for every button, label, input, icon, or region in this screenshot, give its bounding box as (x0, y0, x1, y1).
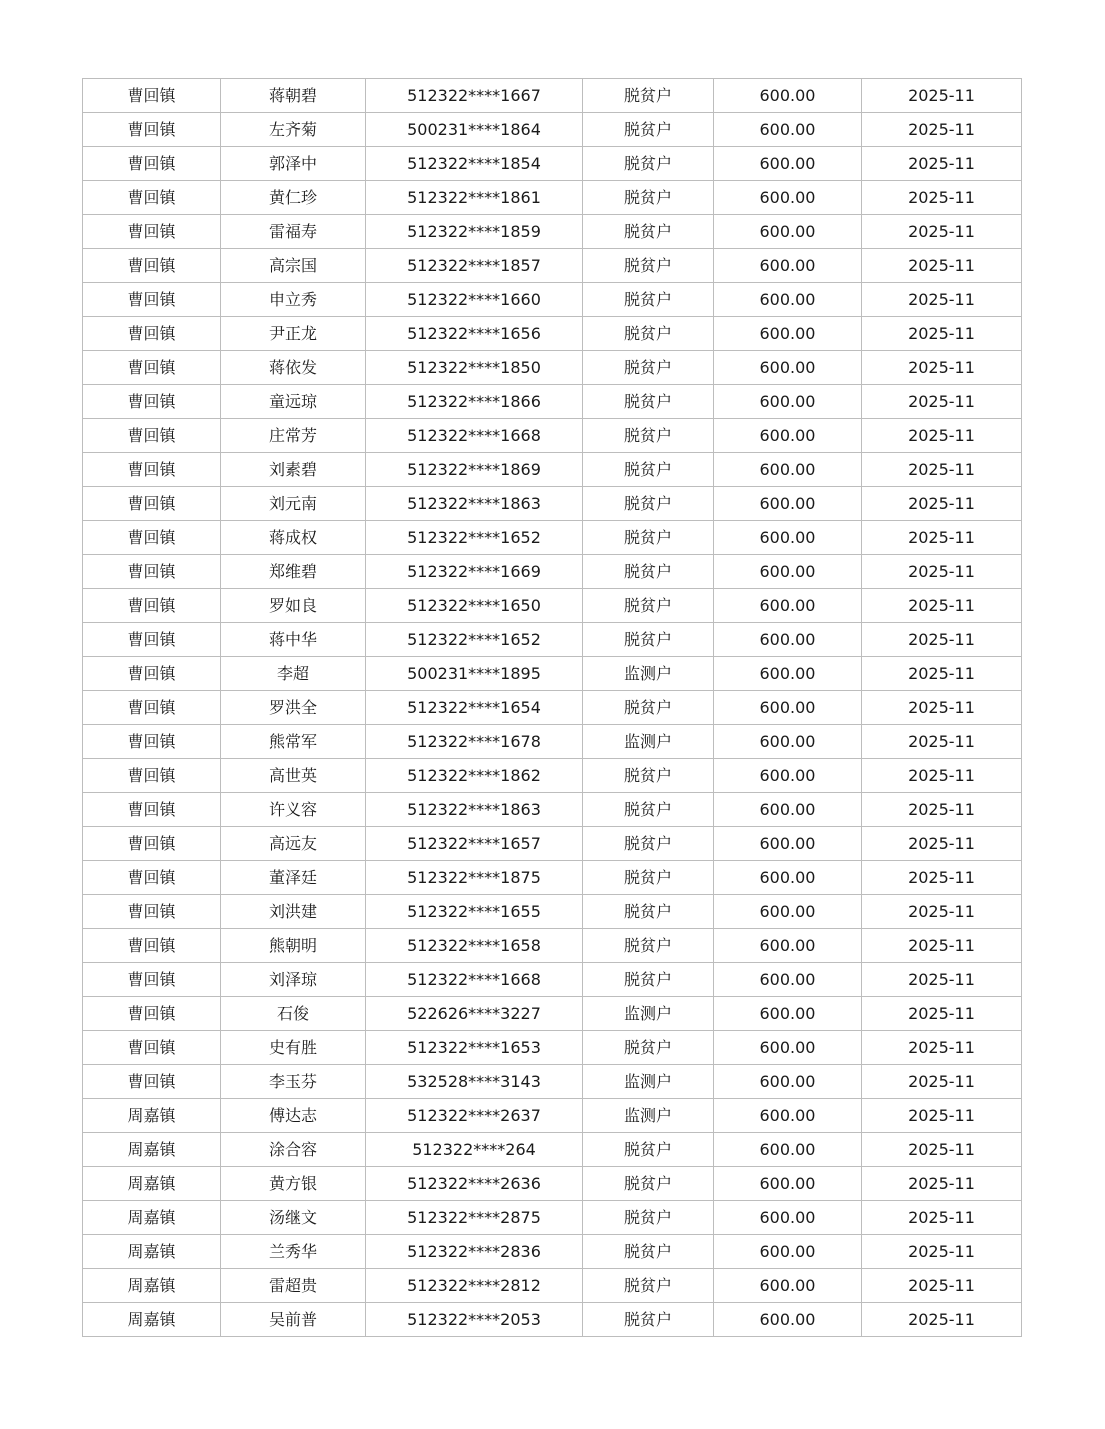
household-type-cell: 脱贫户 (583, 691, 714, 725)
name-cell: 申立秀 (221, 283, 366, 317)
id-number-cell: 512322****2637 (366, 1099, 583, 1133)
id-number-cell: 512322****2053 (366, 1303, 583, 1337)
month-cell: 2025-11 (862, 79, 1022, 113)
household-type-cell: 脱贫户 (583, 249, 714, 283)
town-cell: 曹回镇 (83, 861, 221, 895)
household-type-cell: 脱贫户 (583, 453, 714, 487)
household-type-cell: 脱贫户 (583, 589, 714, 623)
town-cell: 曹回镇 (83, 385, 221, 419)
id-number-cell: 512322****1668 (366, 963, 583, 997)
household-type-cell: 脱贫户 (583, 623, 714, 657)
id-number-cell: 512322****1678 (366, 725, 583, 759)
table-row (83, 453, 1022, 487)
town-cell: 曹回镇 (83, 895, 221, 929)
month-cell: 2025-11 (862, 793, 1022, 827)
month-cell: 2025-11 (862, 929, 1022, 963)
household-type-cell: 脱贫户 (583, 113, 714, 147)
household-type-cell: 脱贫户 (583, 963, 714, 997)
table-row (83, 283, 1022, 317)
table-row (83, 1133, 1022, 1167)
id-number-cell: 512322****1863 (366, 793, 583, 827)
town-cell: 曹回镇 (83, 147, 221, 181)
table-row (83, 521, 1022, 555)
id-number-cell: 512322****1875 (366, 861, 583, 895)
id-number-cell: 512322****1652 (366, 521, 583, 555)
table-row (83, 725, 1022, 759)
id-number-cell: 512322****264 (366, 1133, 583, 1167)
month-cell: 2025-11 (862, 1167, 1022, 1201)
amount-cell: 600.00 (714, 963, 862, 997)
month-cell: 2025-11 (862, 759, 1022, 793)
household-type-cell: 脱贫户 (583, 793, 714, 827)
amount-cell: 600.00 (714, 181, 862, 215)
town-cell: 曹回镇 (83, 317, 221, 351)
month-cell: 2025-11 (862, 827, 1022, 861)
id-number-cell: 512322****1655 (366, 895, 583, 929)
id-number-cell: 512322****1857 (366, 249, 583, 283)
id-number-cell: 512322****1650 (366, 589, 583, 623)
town-cell: 曹回镇 (83, 283, 221, 317)
household-type-cell: 脱贫户 (583, 759, 714, 793)
table-row (83, 623, 1022, 657)
table-row (83, 861, 1022, 895)
name-cell: 罗洪全 (221, 691, 366, 725)
town-cell: 曹回镇 (83, 79, 221, 113)
town-cell: 曹回镇 (83, 113, 221, 147)
name-cell: 黄方银 (221, 1167, 366, 1201)
amount-cell: 600.00 (714, 725, 862, 759)
amount-cell: 600.00 (714, 215, 862, 249)
town-cell: 曹回镇 (83, 1031, 221, 1065)
table-row (83, 419, 1022, 453)
id-number-cell: 512322****2636 (366, 1167, 583, 1201)
month-cell: 2025-11 (862, 1235, 1022, 1269)
name-cell: 童远琼 (221, 385, 366, 419)
household-type-cell: 脱贫户 (583, 1201, 714, 1235)
name-cell: 刘洪建 (221, 895, 366, 929)
household-type-cell: 脱贫户 (583, 861, 714, 895)
amount-cell: 600.00 (714, 555, 862, 589)
amount-cell: 600.00 (714, 453, 862, 487)
month-cell: 2025-11 (862, 555, 1022, 589)
id-number-cell: 500231****1864 (366, 113, 583, 147)
amount-cell: 600.00 (714, 895, 862, 929)
month-cell: 2025-11 (862, 1269, 1022, 1303)
id-number-cell: 522626****3227 (366, 997, 583, 1031)
table-row (83, 997, 1022, 1031)
town-cell: 曹回镇 (83, 725, 221, 759)
amount-cell: 600.00 (714, 1031, 862, 1065)
town-cell: 曹回镇 (83, 793, 221, 827)
name-cell: 傅达志 (221, 1099, 366, 1133)
town-cell: 曹回镇 (83, 589, 221, 623)
table-row (83, 589, 1022, 623)
month-cell: 2025-11 (862, 997, 1022, 1031)
town-cell: 曹回镇 (83, 759, 221, 793)
id-number-cell: 512322****1869 (366, 453, 583, 487)
table-row (83, 759, 1022, 793)
table-row (83, 1303, 1022, 1337)
town-cell: 周嘉镇 (83, 1133, 221, 1167)
name-cell: 雷福寿 (221, 215, 366, 249)
town-cell: 曹回镇 (83, 453, 221, 487)
month-cell: 2025-11 (862, 113, 1022, 147)
name-cell: 董泽廷 (221, 861, 366, 895)
table-row (83, 385, 1022, 419)
town-cell: 周嘉镇 (83, 1235, 221, 1269)
town-cell: 曹回镇 (83, 215, 221, 249)
amount-cell: 600.00 (714, 929, 862, 963)
month-cell: 2025-11 (862, 147, 1022, 181)
household-type-cell: 脱贫户 (583, 1167, 714, 1201)
month-cell: 2025-11 (862, 1303, 1022, 1337)
table-row (83, 1235, 1022, 1269)
month-cell: 2025-11 (862, 1031, 1022, 1065)
id-number-cell: 512322****1658 (366, 929, 583, 963)
household-type-cell: 脱贫户 (583, 317, 714, 351)
id-number-cell: 512322****1657 (366, 827, 583, 861)
id-number-cell: 512322****1861 (366, 181, 583, 215)
town-cell: 周嘉镇 (83, 1099, 221, 1133)
name-cell: 涂合容 (221, 1133, 366, 1167)
name-cell: 汤继文 (221, 1201, 366, 1235)
name-cell: 高宗国 (221, 249, 366, 283)
name-cell: 兰秀华 (221, 1235, 366, 1269)
id-number-cell: 512322****2836 (366, 1235, 583, 1269)
name-cell: 蒋中华 (221, 623, 366, 657)
amount-cell: 600.00 (714, 1099, 862, 1133)
name-cell: 李玉芬 (221, 1065, 366, 1099)
id-number-cell: 512322****1854 (366, 147, 583, 181)
name-cell: 熊常军 (221, 725, 366, 759)
amount-cell: 600.00 (714, 997, 862, 1031)
household-type-cell: 脱贫户 (583, 351, 714, 385)
town-cell: 曹回镇 (83, 623, 221, 657)
month-cell: 2025-11 (862, 1133, 1022, 1167)
month-cell: 2025-11 (862, 351, 1022, 385)
id-number-cell: 512322****1668 (366, 419, 583, 453)
table-row (83, 929, 1022, 963)
id-number-cell: 532528****3143 (366, 1065, 583, 1099)
amount-cell: 600.00 (714, 1269, 862, 1303)
household-type-cell: 脱贫户 (583, 929, 714, 963)
amount-cell: 600.00 (714, 317, 862, 351)
household-type-cell: 脱贫户 (583, 79, 714, 113)
id-number-cell: 500231****1895 (366, 657, 583, 691)
table-row (83, 827, 1022, 861)
name-cell: 吴前普 (221, 1303, 366, 1337)
name-cell: 郑维碧 (221, 555, 366, 589)
household-type-cell: 脱贫户 (583, 147, 714, 181)
roster-body (83, 79, 1022, 1337)
amount-cell: 600.00 (714, 793, 862, 827)
amount-cell: 600.00 (714, 657, 862, 691)
month-cell: 2025-11 (862, 623, 1022, 657)
id-number-cell: 512322****2812 (366, 1269, 583, 1303)
table-row (83, 657, 1022, 691)
amount-cell: 600.00 (714, 1201, 862, 1235)
id-number-cell: 512322****1669 (366, 555, 583, 589)
amount-cell: 600.00 (714, 419, 862, 453)
id-number-cell: 512322****1652 (366, 623, 583, 657)
name-cell: 黄仁珍 (221, 181, 366, 215)
month-cell: 2025-11 (862, 657, 1022, 691)
month-cell: 2025-11 (862, 895, 1022, 929)
name-cell: 刘元南 (221, 487, 366, 521)
household-type-cell: 脱贫户 (583, 1269, 714, 1303)
table-row (83, 317, 1022, 351)
town-cell: 曹回镇 (83, 997, 221, 1031)
table-row (83, 1031, 1022, 1065)
month-cell: 2025-11 (862, 725, 1022, 759)
amount-cell: 600.00 (714, 1167, 862, 1201)
town-cell: 周嘉镇 (83, 1303, 221, 1337)
amount-cell: 600.00 (714, 1065, 862, 1099)
amount-cell: 600.00 (714, 487, 862, 521)
month-cell: 2025-11 (862, 317, 1022, 351)
table-row (83, 487, 1022, 521)
table-row (83, 1167, 1022, 1201)
month-cell: 2025-11 (862, 589, 1022, 623)
id-number-cell: 512322****1859 (366, 215, 583, 249)
amount-cell: 600.00 (714, 79, 862, 113)
town-cell: 曹回镇 (83, 929, 221, 963)
id-number-cell: 512322****1863 (366, 487, 583, 521)
id-number-cell: 512322****1653 (366, 1031, 583, 1065)
household-type-cell: 脱贫户 (583, 283, 714, 317)
month-cell: 2025-11 (862, 215, 1022, 249)
amount-cell: 600.00 (714, 1303, 862, 1337)
household-type-cell: 脱贫户 (583, 895, 714, 929)
id-number-cell: 512322****1667 (366, 79, 583, 113)
household-type-cell: 脱贫户 (583, 181, 714, 215)
town-cell: 曹回镇 (83, 521, 221, 555)
table-row (83, 1099, 1022, 1133)
table-row (83, 1201, 1022, 1235)
town-cell: 曹回镇 (83, 419, 221, 453)
name-cell: 左齐菊 (221, 113, 366, 147)
household-type-cell: 脱贫户 (583, 1303, 714, 1337)
amount-cell: 600.00 (714, 759, 862, 793)
month-cell: 2025-11 (862, 453, 1022, 487)
town-cell: 曹回镇 (83, 181, 221, 215)
table-row (83, 691, 1022, 725)
town-cell: 曹回镇 (83, 691, 221, 725)
id-number-cell: 512322****1866 (366, 385, 583, 419)
name-cell: 李超 (221, 657, 366, 691)
town-cell: 曹回镇 (83, 1065, 221, 1099)
table-row (83, 181, 1022, 215)
id-number-cell: 512322****1654 (366, 691, 583, 725)
table-row (83, 249, 1022, 283)
household-type-cell: 监测户 (583, 1065, 714, 1099)
name-cell: 蒋依发 (221, 351, 366, 385)
table-row (83, 113, 1022, 147)
household-type-cell: 脱贫户 (583, 521, 714, 555)
month-cell: 2025-11 (862, 861, 1022, 895)
amount-cell: 600.00 (714, 521, 862, 555)
name-cell: 雷超贵 (221, 1269, 366, 1303)
amount-cell: 600.00 (714, 1235, 862, 1269)
name-cell: 刘素碧 (221, 453, 366, 487)
name-cell: 蒋朝碧 (221, 79, 366, 113)
table-row (83, 351, 1022, 385)
month-cell: 2025-11 (862, 487, 1022, 521)
town-cell: 曹回镇 (83, 487, 221, 521)
amount-cell: 600.00 (714, 385, 862, 419)
amount-cell: 600.00 (714, 691, 862, 725)
household-type-cell: 脱贫户 (583, 827, 714, 861)
table-row (83, 895, 1022, 929)
month-cell: 2025-11 (862, 963, 1022, 997)
household-type-cell: 脱贫户 (583, 1235, 714, 1269)
name-cell: 史有胜 (221, 1031, 366, 1065)
amount-cell: 600.00 (714, 623, 862, 657)
household-type-cell: 脱贫户 (583, 419, 714, 453)
town-cell: 周嘉镇 (83, 1167, 221, 1201)
name-cell: 郭泽中 (221, 147, 366, 181)
amount-cell: 600.00 (714, 351, 862, 385)
month-cell: 2025-11 (862, 1201, 1022, 1235)
name-cell: 高远友 (221, 827, 366, 861)
household-type-cell: 监测户 (583, 1099, 714, 1133)
month-cell: 2025-11 (862, 691, 1022, 725)
month-cell: 2025-11 (862, 521, 1022, 555)
amount-cell: 600.00 (714, 113, 862, 147)
household-type-cell: 脱贫户 (583, 1031, 714, 1065)
month-cell: 2025-11 (862, 1065, 1022, 1099)
household-type-cell: 监测户 (583, 657, 714, 691)
month-cell: 2025-11 (862, 283, 1022, 317)
id-number-cell: 512322****1862 (366, 759, 583, 793)
table-row (83, 1269, 1022, 1303)
amount-cell: 600.00 (714, 589, 862, 623)
id-number-cell: 512322****1656 (366, 317, 583, 351)
amount-cell: 600.00 (714, 827, 862, 861)
table-row (83, 215, 1022, 249)
id-number-cell: 512322****1660 (366, 283, 583, 317)
household-type-cell: 脱贫户 (583, 215, 714, 249)
household-type-cell: 脱贫户 (583, 487, 714, 521)
town-cell: 曹回镇 (83, 249, 221, 283)
month-cell: 2025-11 (862, 249, 1022, 283)
month-cell: 2025-11 (862, 1099, 1022, 1133)
table-row (83, 79, 1022, 113)
town-cell: 曹回镇 (83, 351, 221, 385)
name-cell: 刘泽琼 (221, 963, 366, 997)
id-number-cell: 512322****1850 (366, 351, 583, 385)
town-cell: 周嘉镇 (83, 1269, 221, 1303)
town-cell: 曹回镇 (83, 657, 221, 691)
month-cell: 2025-11 (862, 385, 1022, 419)
town-cell: 周嘉镇 (83, 1201, 221, 1235)
household-type-cell: 脱贫户 (583, 1133, 714, 1167)
household-type-cell: 监测户 (583, 725, 714, 759)
household-type-cell: 脱贫户 (583, 385, 714, 419)
name-cell: 石俊 (221, 997, 366, 1031)
amount-cell: 600.00 (714, 283, 862, 317)
amount-cell: 600.00 (714, 861, 862, 895)
subsidy-roster-table (82, 78, 1022, 1337)
table-row (83, 963, 1022, 997)
name-cell: 罗如良 (221, 589, 366, 623)
month-cell: 2025-11 (862, 181, 1022, 215)
table-row (83, 555, 1022, 589)
town-cell: 曹回镇 (83, 827, 221, 861)
household-type-cell: 脱贫户 (583, 555, 714, 589)
name-cell: 蒋成权 (221, 521, 366, 555)
amount-cell: 600.00 (714, 147, 862, 181)
amount-cell: 600.00 (714, 249, 862, 283)
amount-cell: 600.00 (714, 1133, 862, 1167)
table-row (83, 793, 1022, 827)
month-cell: 2025-11 (862, 419, 1022, 453)
household-type-cell: 监测户 (583, 997, 714, 1031)
name-cell: 庄常芳 (221, 419, 366, 453)
name-cell: 熊朝明 (221, 929, 366, 963)
table-row (83, 1065, 1022, 1099)
town-cell: 曹回镇 (83, 963, 221, 997)
id-number-cell: 512322****2875 (366, 1201, 583, 1235)
name-cell: 高世英 (221, 759, 366, 793)
name-cell: 尹正龙 (221, 317, 366, 351)
table-row (83, 147, 1022, 181)
town-cell: 曹回镇 (83, 555, 221, 589)
name-cell: 许义容 (221, 793, 366, 827)
